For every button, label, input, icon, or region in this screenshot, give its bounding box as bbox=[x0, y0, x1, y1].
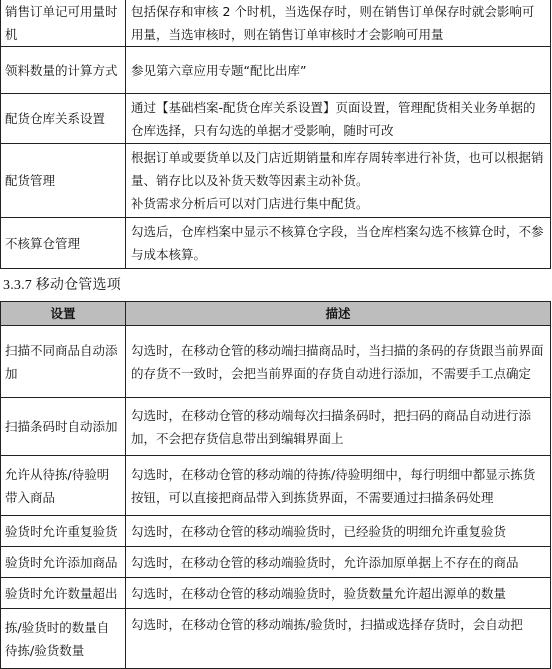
description-cell: 通过【基础档案-配货仓库关系设置】页面设置，管理配货相关业务单据的仓库选择，只有勾选的单据才受影响，随时可改 bbox=[126, 94, 551, 144]
column-header-setting: 设置 bbox=[1, 302, 126, 326]
description-cell: 勾选时，在移动仓管的移动端验货时，验货数量允许超出源单的数量 bbox=[126, 578, 551, 609]
table-row bbox=[1, 547, 551, 578]
setting-cell: 配货管理 bbox=[1, 144, 126, 218]
table-row bbox=[1, 0, 551, 47]
table-row bbox=[1, 456, 551, 516]
setting-cell: 配货仓库关系设置 bbox=[1, 94, 126, 144]
description-cell: 勾选时，在移动仓管的移动端的待拣/待验明细中，每行明细中都显示拣货按钮，可以直接把商品带入到拣货界面，不需要通过扫描条码处理 bbox=[126, 456, 551, 516]
table-row bbox=[1, 94, 551, 144]
description-cell: 勾选后，仓库档案中显示不核算仓字段，当仓库档案勾选不核算仓时，不参与成本核算。 bbox=[126, 218, 551, 269]
description-cell: 包括保存和审核 2 个时机，当选保存时，则在销售订单保存时就会影响可用量，当选审核时，则在销售订单审核时才会影响可用量 bbox=[126, 0, 551, 47]
table-row bbox=[1, 326, 551, 398]
column-header-description: 描述 bbox=[126, 302, 551, 326]
description-cell: 勾选时，在移动仓管的移动端验货时，已经验货的明细允许重复验货 bbox=[126, 516, 551, 547]
description-cell: 勾选时，在移动仓管的移动端每次扫描条码时，把扫码的商品自动进行添加，不会把存货信息带出到编辑界面上 bbox=[126, 398, 551, 456]
setting-cell: 拣/验货时的数量自待拣/验货数量 bbox=[1, 609, 126, 669]
table-row bbox=[1, 218, 551, 269]
setting-cell: 不核算仓管理 bbox=[1, 218, 126, 269]
setting-cell: 领料数量的计算方式 bbox=[1, 47, 126, 94]
section-title: 3.3.7 移动仓管选项 bbox=[3, 278, 121, 293]
table-row bbox=[1, 47, 551, 94]
setting-cell: 验货时允许添加商品 bbox=[1, 547, 126, 578]
description-cell: 勾选时，在移动仓管的移动端验货时，允许添加原单据上不存在的商品 bbox=[126, 547, 551, 578]
settings-table-top bbox=[0, 0, 551, 269]
table-row bbox=[1, 144, 551, 218]
setting-cell: 验货时允许数量超出 bbox=[1, 578, 126, 609]
table-row bbox=[1, 516, 551, 547]
table-row bbox=[1, 609, 551, 669]
description-cell: 勾选时，在移动仓管的移动端扫描商品时，当扫描的条码的存货跟当前界面的存货不一致时，会把当前界面的存货自动进行添加，不需要手工点确定 bbox=[126, 326, 551, 398]
setting-cell: 允许从待拣/待验明带入商品 bbox=[1, 456, 126, 516]
setting-cell: 扫描不同商品自动添加 bbox=[1, 326, 126, 398]
table-row bbox=[1, 578, 551, 609]
description-cell: 参见第六章应用专题“配比出库” bbox=[126, 47, 551, 94]
table-row bbox=[1, 398, 551, 456]
setting-cell: 验货时允许重复验货 bbox=[1, 516, 126, 547]
table-header-row bbox=[1, 302, 551, 326]
setting-cell: 扫描条码时自动添加 bbox=[1, 398, 126, 456]
setting-cell: 销售订单记可用量时机 bbox=[1, 0, 126, 47]
description-cell: 勾选时，在移动仓管的移动端拣/验货时，扫描或选择存货时，会自动把 bbox=[126, 609, 551, 669]
description-cell: 根据订单或要货单以及门店近期销量和库存周转率进行补货，也可以根据销量、销存比以及补货天数等因素主动补货。 补货需求分析后可以对门店进行集中配货。 bbox=[126, 144, 551, 218]
mobile-warehouse-options-table bbox=[0, 301, 551, 669]
